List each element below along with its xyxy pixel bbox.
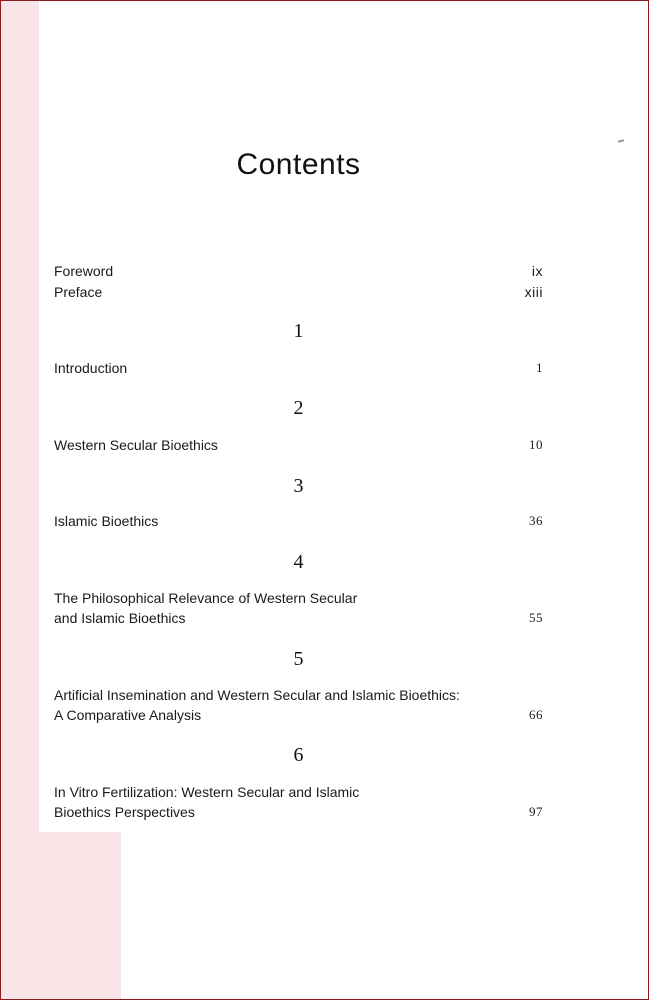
chapter-number: 2 bbox=[293, 397, 304, 419]
toc-entry-label: The Philosophical Relevance of Western Secular bbox=[54, 590, 358, 606]
chapter-number: 4 bbox=[293, 551, 304, 573]
toc-entry-label: Preface bbox=[54, 284, 103, 300]
toc-page-number: 36 bbox=[529, 513, 543, 528]
toc-entry-chapter-3[interactable] bbox=[54, 511, 543, 531]
scan-speck bbox=[618, 139, 624, 142]
chapter-number: 1 bbox=[293, 320, 304, 342]
chapter-number: 5 bbox=[293, 648, 304, 670]
toc-page-number: 66 bbox=[529, 707, 543, 722]
toc-entry-chapter-2[interactable] bbox=[54, 435, 543, 455]
toc-entry-label-continued: Bioethics Perspectives bbox=[54, 804, 195, 820]
toc-page-number: 97 bbox=[529, 804, 543, 819]
chapter-number: 3 bbox=[293, 475, 304, 497]
toc-entry-preface[interactable] bbox=[54, 282, 543, 302]
toc-entry-foreword[interactable] bbox=[54, 261, 543, 281]
toc-entry-label-continued: and Islamic Bioethics bbox=[54, 610, 186, 626]
toc-entry-chapter-5[interactable] bbox=[54, 685, 543, 725]
toc-page-number: 10 bbox=[529, 437, 543, 452]
toc-page-number: 1 bbox=[536, 360, 543, 375]
toc-entry-label: Western Secular Bioethics bbox=[54, 437, 218, 453]
toc-entry-chapter-1[interactable] bbox=[54, 358, 543, 378]
toc-entry-label-continued: A Comparative Analysis bbox=[54, 707, 202, 723]
chapter-number: 6 bbox=[293, 744, 304, 766]
toc-page-number: 55 bbox=[529, 610, 543, 625]
toc-entry-label: Islamic Bioethics bbox=[54, 513, 159, 529]
toc-page-number: ix bbox=[531, 263, 543, 279]
toc-entry-label: Foreword bbox=[54, 263, 114, 279]
toc-entry-label: Introduction bbox=[54, 360, 128, 376]
toc-entry-chapter-6[interactable] bbox=[54, 782, 543, 822]
toc-page-number: xiii bbox=[524, 284, 543, 300]
toc-entry-label: Artificial Insemination and Western Secular and Islamic Bioethics: bbox=[54, 687, 460, 703]
page-margin-tint-lower bbox=[1, 832, 121, 999]
toc-entry-chapter-4[interactable] bbox=[54, 588, 543, 628]
toc-entry-label: In Vitro Fertilization: Western Secular and Islamic bbox=[54, 784, 360, 800]
page-title: Contents bbox=[236, 148, 361, 181]
